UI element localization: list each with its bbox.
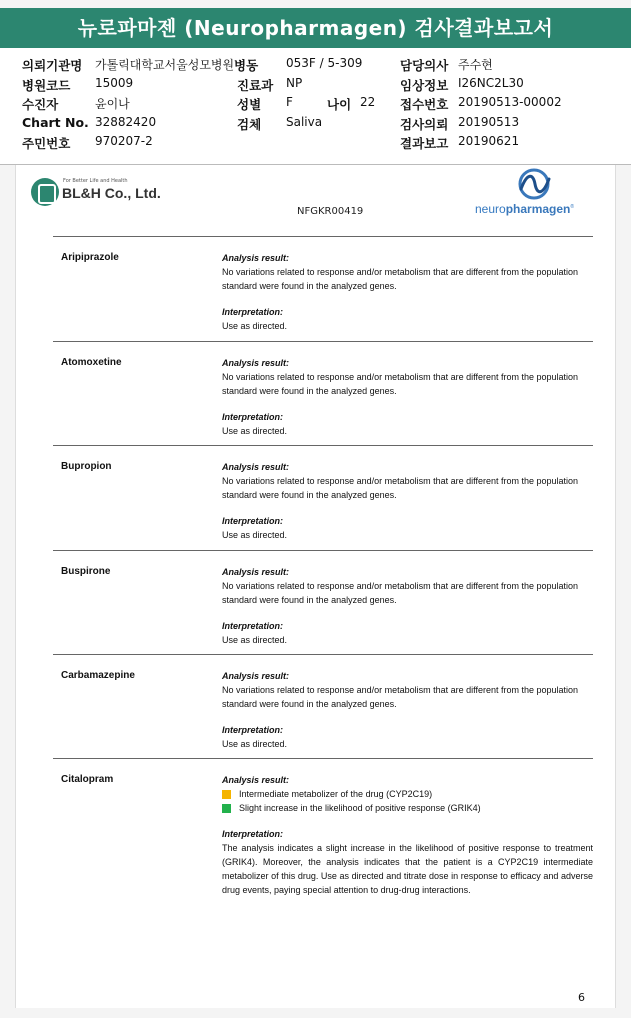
analysis-result-label: Analysis result: xyxy=(222,775,290,785)
yellow-square-icon xyxy=(222,790,231,799)
id-label: 주민번호 xyxy=(22,136,71,151)
drug-details xyxy=(222,251,593,333)
drug-section-buspirone xyxy=(53,550,593,654)
report-value: 20190621 xyxy=(458,134,520,148)
ward-label: 병동 xyxy=(234,58,259,73)
drug-section-carbamazepine xyxy=(53,654,593,758)
interpretation-text: Use as directed. xyxy=(222,635,288,645)
report-label: 결과보고 xyxy=(400,136,449,151)
green-square-icon xyxy=(222,804,231,813)
hospital-code-label: 병원코드 xyxy=(22,78,71,93)
interpretation-label: Interpretation: xyxy=(222,307,284,317)
analysis-result-text: No variations related to response and/or metabolism that are different from the population standard were found in the analyzed genes. xyxy=(222,267,579,291)
drug-details xyxy=(222,356,593,438)
company-name: BL&H Co., Ltd. xyxy=(62,185,161,201)
interpretation-label: Interpretation: xyxy=(222,725,284,735)
analysis-result-text: No variations related to response and/or metabolism that are different from the population standard were found in the analyzed genes. xyxy=(222,476,579,500)
company-logo xyxy=(31,178,191,210)
hospital-code-value: 15009 xyxy=(95,76,134,90)
analysis-result-text: No variations related to response and/or metabolism that are different from the population standard were found in the analyzed genes. xyxy=(222,685,579,709)
analysis-result-label: Analysis result: xyxy=(222,358,290,368)
company-tagline: For Better Life and Health xyxy=(63,178,128,184)
patient-info-panel xyxy=(0,48,631,165)
legend-text: Intermediate metabolizer of the drug (CYP2C19) xyxy=(239,789,433,799)
receipt-value: 20190513-00002 xyxy=(458,95,562,109)
analysis-result-label: Analysis result: xyxy=(222,567,290,577)
examinee-value: 윤이나 xyxy=(95,97,130,111)
interpretation-text: Use as directed. xyxy=(222,321,288,331)
interpretation-label: Interpretation: xyxy=(222,829,284,839)
analysis-result-text: No variations related to response and/or metabolism that are different from the population standard were found in the analyzed genes. xyxy=(222,581,579,605)
examinee-label: 수진자 xyxy=(22,97,59,112)
sex-label: 성별 xyxy=(237,97,262,112)
ward-value: 053F / 5-309 xyxy=(286,56,363,70)
neuropharmagen-logo-icon xyxy=(511,167,557,201)
report-code: NFGKR00419 xyxy=(297,206,364,217)
drug-name: Aripiprazole xyxy=(61,252,119,263)
company-logo-icon xyxy=(31,178,59,206)
request-value: 20190513 xyxy=(458,115,520,129)
specimen-label: 검체 xyxy=(237,117,262,132)
drug-section-bupropion xyxy=(53,445,593,550)
interpretation-label: Interpretation: xyxy=(222,621,284,631)
report-title: 뉴로파마젠 (Neuropharmagen) 검사결과보고서 xyxy=(0,8,631,48)
request-label: 검사의뢰 xyxy=(400,117,449,132)
department-value: NP xyxy=(286,76,303,90)
page-number: 6 xyxy=(578,991,585,1004)
result-legend-item xyxy=(222,801,593,815)
report-page xyxy=(15,165,616,1008)
interpretation-text: Use as directed. xyxy=(222,739,288,749)
drug-details xyxy=(222,669,593,751)
result-legend-item xyxy=(222,787,593,801)
institution-value: 가톨릭대학교서울성모병원 xyxy=(95,58,235,72)
interpretation-text: Use as directed. xyxy=(222,530,288,540)
drug-section-aripiprazole xyxy=(53,236,593,341)
brand-prefix: neuro xyxy=(475,202,506,216)
drug-name: Buspirone xyxy=(61,566,111,577)
clinical-value: I26NC2L30 xyxy=(458,76,524,90)
brand-mark: ® xyxy=(570,204,575,210)
drug-name: Carbamazepine xyxy=(61,670,135,681)
drug-name: Bupropion xyxy=(61,461,112,472)
id-value: 970207-2 xyxy=(95,134,153,148)
age-value: 22 xyxy=(360,95,376,109)
department-label: 진료과 xyxy=(237,78,274,93)
analysis-result-text: No variations related to response and/or metabolism that are different from the population standard were found in the analyzed genes. xyxy=(222,372,579,396)
drug-section-atomoxetine xyxy=(53,341,593,445)
chart-label: Chart No. xyxy=(22,115,89,130)
institution-label: 의뢰기관명 xyxy=(22,58,83,73)
interpretation-label: Interpretation: xyxy=(222,412,284,422)
doctor-label: 담당의사 xyxy=(400,58,449,73)
brand-suffix: pharmagen xyxy=(505,202,571,216)
age-label: 나이 xyxy=(327,97,352,112)
clinical-label: 임상정보 xyxy=(400,78,449,93)
drug-details xyxy=(222,773,593,897)
drug-name: Atomoxetine xyxy=(61,357,122,368)
drug-section-citalopram xyxy=(53,758,593,918)
interpretation-text: The analysis indicates a slight increase in the likelihood of positive response to treatment (GRIK4). Moreover, the analysis indicates that the patient is a CYP2C19 intermediate metabolizer of this drug. Use as directed and titrate dose in response to efficacy and adverse drug events, paying special attention to drug-drug interactions. xyxy=(222,843,593,895)
doctor-value: 주수현 xyxy=(458,58,493,72)
interpretation-label: Interpretation: xyxy=(222,516,284,526)
neuropharmagen-wordmark xyxy=(475,202,574,216)
legend-text: Slight increase in the likelihood of positive response (GRIK4) xyxy=(239,803,481,813)
chart-value: 32882420 xyxy=(95,115,157,129)
receipt-label: 접수번호 xyxy=(400,97,449,112)
drug-details xyxy=(222,460,593,542)
sex-value: F xyxy=(286,95,293,109)
analysis-result-label: Analysis result: xyxy=(222,671,290,681)
analysis-result-label: Analysis result: xyxy=(222,253,290,263)
drug-details xyxy=(222,565,593,647)
analysis-result-label: Analysis result: xyxy=(222,462,290,472)
drug-name: Citalopram xyxy=(61,774,114,785)
interpretation-text: Use as directed. xyxy=(222,426,288,436)
specimen-value: Saliva xyxy=(286,115,323,129)
